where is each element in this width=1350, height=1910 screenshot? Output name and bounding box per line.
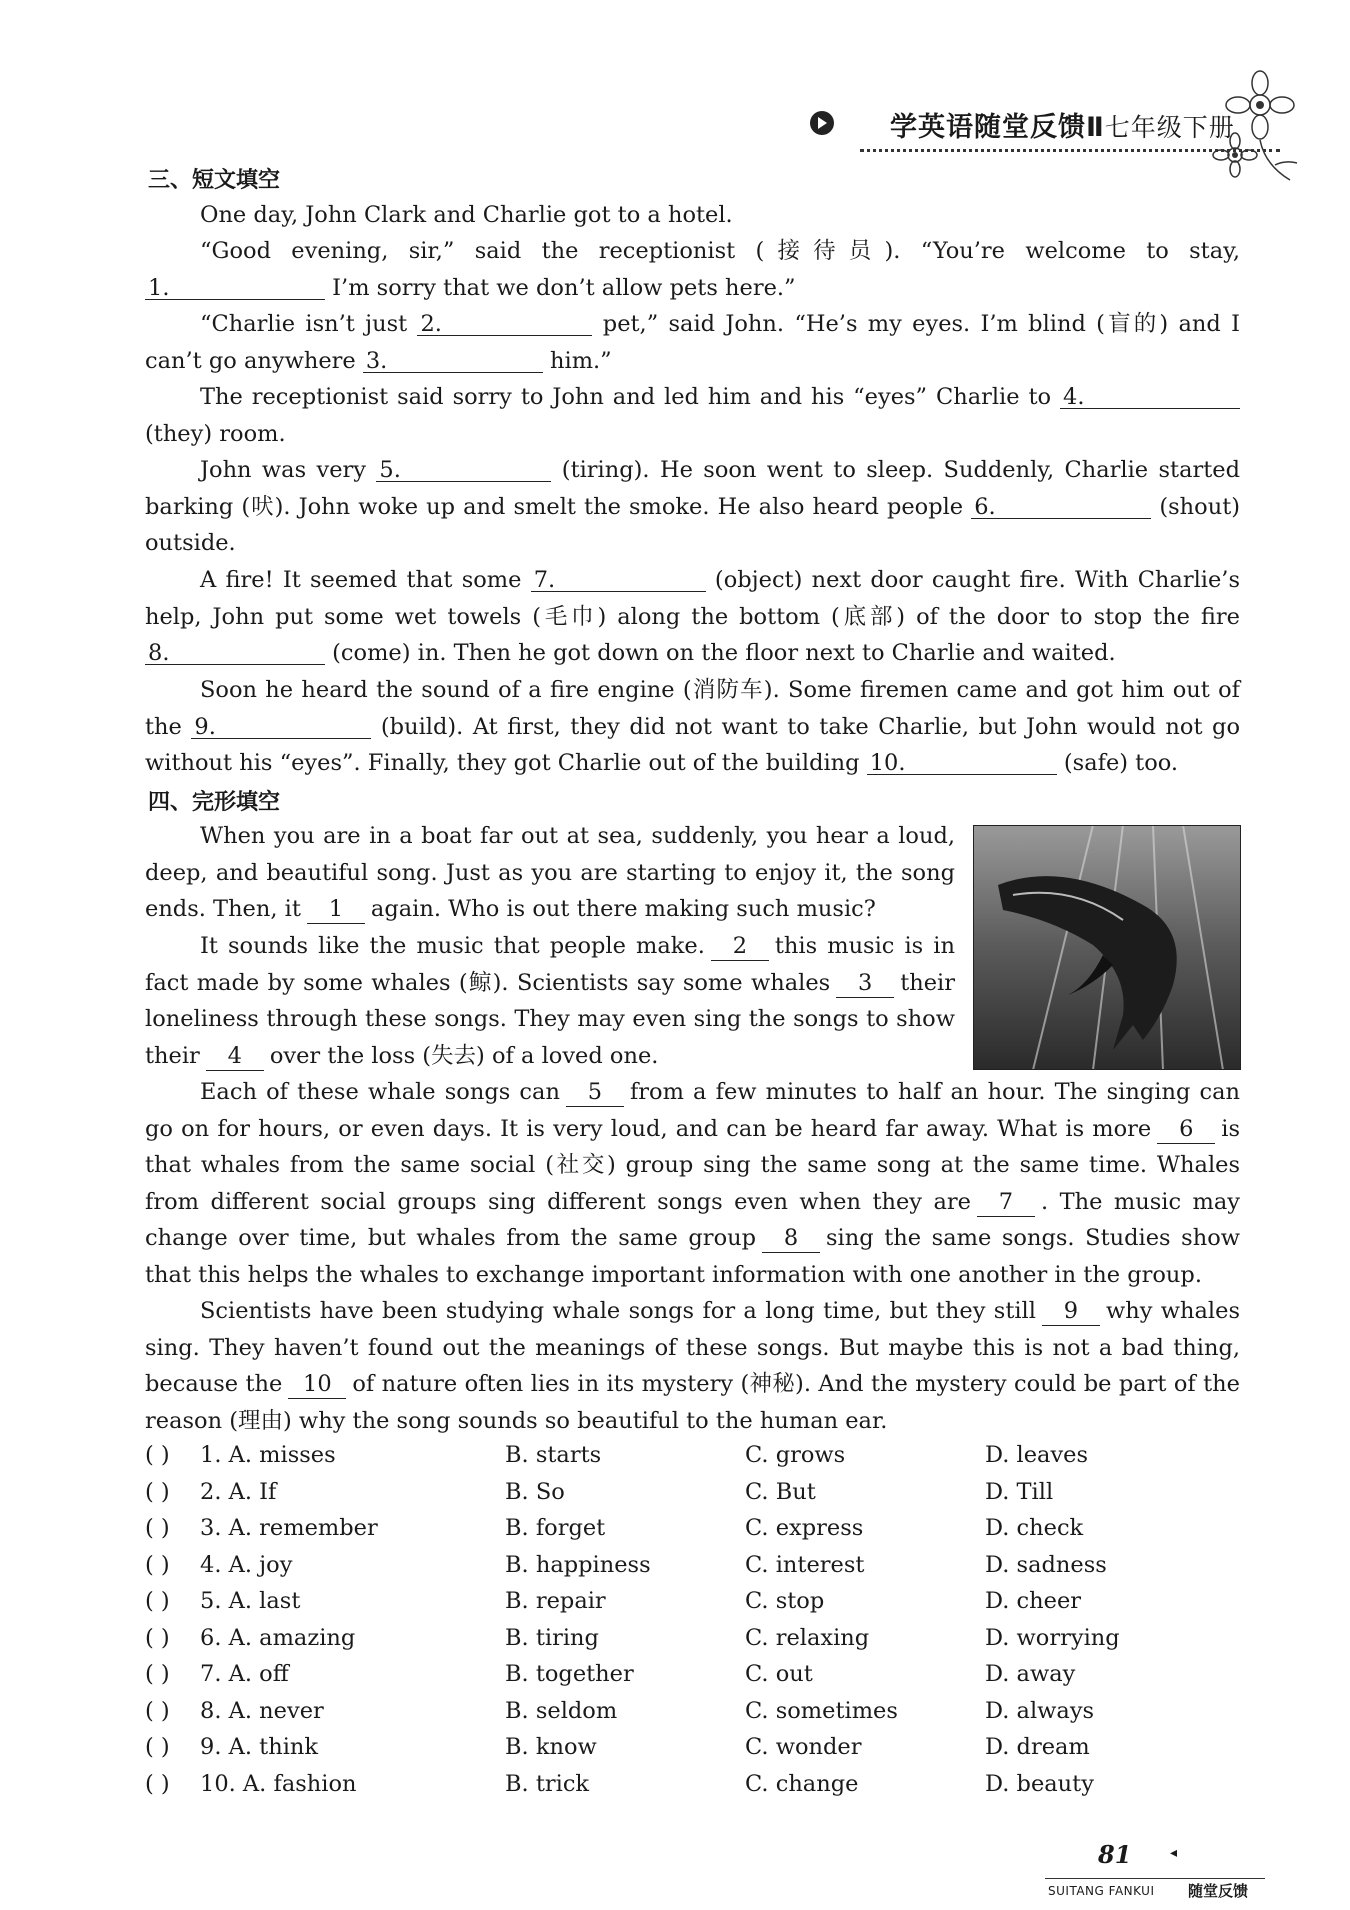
footer-chinese-label: 随堂反馈 [1188, 1882, 1249, 1900]
footer-divider [1045, 1878, 1265, 1879]
cloze-blank-8[interactable]: 8 [762, 1224, 820, 1253]
section4-paragraph-1: When you are in a boat far out at sea, suddenly, you hear a loud, deep, and beautiful song. Just as you are starting to enjoy it, the song ends. Then, it 1 again. Who is out there making such music? [145, 823, 955, 922]
option-row [140, 1729, 1250, 1766]
option-a: 5. A. last [200, 1588, 301, 1614]
section3-paragraph-5: John was very 5. (tiring). He soon went to sleep. Suddenly, Charlie started barking (吠). John woke up and smelt the smoke. He also heard people 6. (shout) outside. [145, 457, 1241, 556]
option-b: B. together [505, 1661, 634, 1687]
answer-blank-10[interactable]: 10. [867, 748, 1057, 775]
answer-blank-7[interactable]: 7. [531, 565, 706, 592]
option-b: B. tiring [505, 1624, 599, 1651]
arrow-left-icon: ◂ [1170, 1845, 1178, 1861]
option-d: D. worrying [985, 1624, 1120, 1651]
answer-blank-5[interactable]: 5. [376, 455, 551, 482]
answer-blank-1[interactable]: 1. [145, 273, 325, 300]
option-a: 1. A. misses [200, 1442, 336, 1468]
option-a: 9. A. think [200, 1734, 319, 1760]
answer-parentheses[interactable]: ( ) [145, 1478, 170, 1505]
option-c: C. interest [745, 1551, 865, 1578]
option-c: C. wonder [745, 1734, 862, 1760]
option-b: B. starts [505, 1442, 602, 1468]
section4-paragraph-3: Each of these whale songs can 5 from a few minutes to half an hour. The singing can go on for hours, or even days. It is very loud, and can be heard far away. What is more 6 is that whales from the same social (社交) group sing the same song at the same time. Whales from different social groups sing different songs even when they are 7 . The music may change over time, but whales from the same group 8 sing the same songs. Studies show that this helps the whales to exchange important information with one another in the group. [145, 1079, 1241, 1288]
answer-parentheses[interactable]: ( ) [145, 1661, 170, 1687]
section3-paragraph-3: “Charlie isn’t just 2. pet,” said John. “He’s my eyes. I’m blind (盲的) and I can’t go anywhere 3. him.” [145, 311, 1240, 374]
option-b: B. happiness [505, 1551, 651, 1578]
answer-parentheses[interactable]: ( ) [145, 1442, 170, 1468]
option-a: 7. A. off [200, 1661, 289, 1687]
section3-paragraph-4: The receptionist said sorry to John and led him and his “eyes” Charlie to 4. (they) room. [145, 379, 1240, 452]
option-b: B. So [505, 1478, 565, 1505]
answer-blank-3[interactable]: 3. [363, 346, 543, 373]
option-row [140, 1547, 1250, 1584]
answer-parentheses[interactable]: ( ) [145, 1515, 170, 1541]
section3-paragraph-7: Soon he heard the sound of a fire engine (消防车). Some firemen came and got him out of the 9. (build). At first, they did not want to take Charlie, but John would not go without his “eyes”. Finally, they got Charlie out of the building 10. (safe) too. [145, 677, 1240, 776]
option-a: 8. A. never [200, 1697, 324, 1724]
option-row [140, 1583, 1250, 1620]
answer-blank-8[interactable]: 8. [145, 638, 325, 665]
option-row [140, 1510, 1250, 1547]
answer-blank-2[interactable]: 2. [417, 309, 592, 336]
option-c: C. relaxing [745, 1624, 870, 1651]
cloze-blank-1[interactable]: 1 [307, 895, 365, 924]
option-c: C. sometimes [745, 1697, 898, 1724]
book-title: 学英语随堂反馈Ⅱ七年级下册 [890, 112, 1235, 143]
option-row [140, 1474, 1250, 1511]
option-a: 3. A. remember [200, 1515, 378, 1541]
option-a: 4. A. joy [200, 1551, 293, 1578]
play-bullet-icon [810, 111, 834, 135]
option-a: 6. A. amazing [200, 1624, 356, 1651]
answer-blank-9[interactable]: 9. [191, 712, 371, 739]
book-subtitle: 七年级下册 [1104, 113, 1235, 142]
answer-parentheses[interactable]: ( ) [145, 1588, 170, 1614]
option-row [140, 1656, 1250, 1693]
section3-paragraph-2: “Good evening, sir,” said the receptionist (接待员). “You’re welcome to stay, 1. I’m sorry that we don’t allow pets here.” [145, 233, 1240, 306]
option-a: 2. A. If [200, 1478, 277, 1505]
option-d: D. away [985, 1661, 1076, 1687]
option-d: D. sadness [985, 1551, 1107, 1578]
section3-paragraph-1: One day, John Clark and Charlie got to a hotel. [200, 202, 733, 228]
section-title-cloze: 四、完形填空 [148, 790, 281, 815]
option-b: B. know [505, 1734, 597, 1760]
section4-paragraph-4: Scientists have been studying whale songs for a long time, but they still 9 why whales sing. They haven’t found out the meanings of these songs. But maybe this is not a bad thing, because the 10 of nature often lies in its mystery (神秘). And the mystery could be part of the reason (理由) why the song sounds so beautiful to the human ear. [145, 1298, 1240, 1434]
answer-blank-4[interactable]: 4. [1060, 382, 1240, 409]
option-b: B. forget [505, 1515, 606, 1541]
section-title-fill-in: 三、短文填空 [148, 168, 281, 193]
answer-blank-6[interactable]: 6. [971, 492, 1151, 519]
cloze-options-list [140, 1437, 1250, 1802]
option-d: D. leaves [985, 1442, 1089, 1468]
option-row [140, 1437, 1250, 1474]
cloze-blank-6[interactable]: 6 [1157, 1115, 1215, 1144]
option-d: D. dream [985, 1734, 1090, 1760]
option-d: D. always [985, 1697, 1095, 1724]
page-number: 81 [1098, 1840, 1132, 1869]
option-row [140, 1620, 1250, 1657]
option-c: C. stop [745, 1588, 825, 1614]
footer-english-label: SUITANG FANKUI [1048, 1884, 1155, 1898]
option-c: C. But [745, 1478, 816, 1505]
cloze-blank-4[interactable]: 4 [206, 1042, 264, 1071]
cloze-blank-7[interactable]: 7 [977, 1188, 1035, 1217]
whale-illustration [973, 825, 1241, 1070]
answer-parentheses[interactable]: ( ) [145, 1697, 170, 1724]
option-row [140, 1766, 1250, 1803]
option-b: B. trick [505, 1770, 590, 1797]
answer-parentheses[interactable]: ( ) [145, 1624, 170, 1651]
cloze-blank-9[interactable]: 9 [1042, 1297, 1100, 1326]
option-d: D. cheer [985, 1588, 1082, 1614]
option-c: C. out [745, 1661, 813, 1687]
option-c: C. express [745, 1515, 864, 1541]
cloze-blank-10[interactable]: 10 [288, 1370, 346, 1399]
option-c: C. grows [745, 1442, 846, 1468]
cloze-blank-5[interactable]: 5 [566, 1078, 624, 1107]
option-c: C. change [745, 1770, 859, 1797]
option-d: D. Till [985, 1478, 1054, 1505]
option-d: D. check [985, 1515, 1084, 1541]
section4-paragraph-2: It sounds like the music that people make. 2 this music is in fact made by some whales (鲸). Scientists say some whales 3 their loneliness through these songs. They may even sing the songs to show their 4 over the loss (失去) of a loved one. [145, 933, 955, 1069]
answer-parentheses[interactable]: ( ) [145, 1551, 170, 1578]
option-a: 10. A. fashion [200, 1770, 357, 1797]
answer-parentheses[interactable]: ( ) [145, 1734, 170, 1760]
flower-decoration-icon [1205, 65, 1315, 195]
cloze-blank-2[interactable]: 2 [711, 932, 769, 961]
cloze-blank-3[interactable]: 3 [836, 969, 894, 998]
answer-parentheses[interactable]: ( ) [145, 1770, 170, 1797]
section3-paragraph-6: A fire! It seemed that some 7. (object) next door caught fire. With Charlie’s help, John put some wet towels (毛巾) along the bottom (底部) of the door to stop the fire 8. (come) in. Then he got down on the floor next to Charlie and waited. [145, 567, 1240, 666]
option-d: D. beauty [985, 1770, 1094, 1797]
option-b: B. seldom [505, 1697, 618, 1724]
option-row [140, 1693, 1250, 1730]
option-b: B. repair [505, 1588, 606, 1614]
